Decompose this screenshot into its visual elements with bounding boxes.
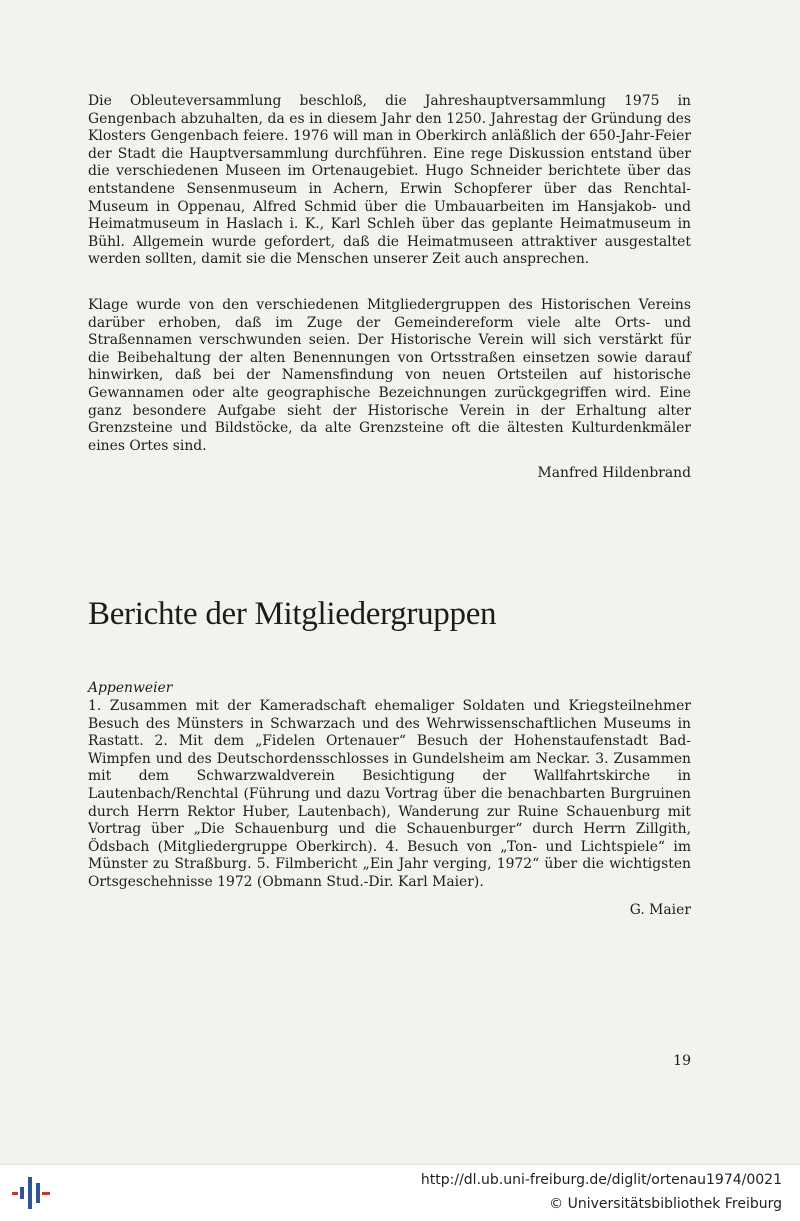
group-report-signature: G. Maier bbox=[629, 902, 691, 918]
section-heading: Berichte der Mitgliedergruppen bbox=[88, 596, 497, 632]
paragraph-text: Die Obleuteversammlung beschloß, die Jahreshauptversammlung 1975 in Gengenbach abzuhalten, da es in diesem Jahr den 1250. Jahrestag der Gründung des Klosters Gengenbach feiere. 1976 will man in Oberkirch anläßlich der 650-Jahr-Feier der Stadt die Hauptversammlung durchführen. Eine rege Diskussion entstand über die verschiedenen Museen im Ortenaugebiet. Hugo Schneider berichtete über das entstandene Sensenmuseum in Achern, Erwin Schopferer über das Renchtal-Museum in Oppenau, Alfred Schmid über die Umbauarbeiten im Hansjakob- und Heimatmuseum in Haslach i. K., Karl Schleh über das geplante Heimatmuseum in Bühl. Allgemein wurde gefordert, daß die Heimatmuseen attraktiver ausgestaltet werden sollten, damit sie die Menschen unserer Zeit auch ansprechen. bbox=[88, 93, 691, 268]
footer-copyright: © Universitätsbibliothek Freiburg bbox=[549, 1196, 782, 1212]
article-paragraph-2 bbox=[88, 297, 691, 455]
group-report-paragraph bbox=[88, 698, 691, 892]
group-name: Appenweier bbox=[88, 680, 173, 696]
footer-url-link[interactable]: http://dl.ub.uni-freiburg.de/diglit/ortenau1974/0021 bbox=[420, 1172, 782, 1188]
article-signature: Manfred Hildenbrand bbox=[537, 465, 691, 481]
paragraph-text: Klage wurde von den verschiedenen Mitgliedergruppen des Historischen Vereins darüber erhoben, daß im Zuge der Gemeindereform viele alte Orts- und Straßennamen verschwunden seien. Der Historische Verein will sich verstärkt für die Beibehaltung der alten Benennungen von Ortsstraßen einsetzen sowie darauf hinwirken, daß bei der Namensfindung von neuen Ortsteilen auf historische Gewannamen oder alte geographische Bezeichnungen zurückgegriffen wird. Eine ganz besondere Aufgabe sieht der Historische Verein in der Erhaltung alter Grenzsteine und Bildstöcke, da alte Grenzsteine oft die ältesten Kulturdenkmäler eines Ortes sind. bbox=[88, 297, 691, 454]
page-number: 19 bbox=[673, 1053, 691, 1069]
article-paragraph-1 bbox=[88, 93, 691, 269]
ub-freiburg-logo-icon bbox=[12, 1173, 52, 1213]
paragraph-text: 1. Zusammen mit der Kameradschaft ehemaliger Soldaten und Kriegsteilnehmer Besuch des Münsters in Schwarzach und des Wehrwissenschaftlichen Museums in Rastatt. 2. Mit dem „Fidelen Ortenauer“ Besuch der Hohenstaufenstadt Bad-Wimpfen und des Deutschordensschlosses in Gundelsheim am Neckar. 3. Zusammen mit dem Schwarzwaldverein Besichtigung der Wallfahrtskirche in Lautenbach/Renchtal (Führung und dazu Vortrag über die benachbarten Burgruinen durch Herrn Rektor Huber, Lautenbach), Wanderung zur Ruine Schauenburg mit Vortrag über „Die Schauenburg und die Schauenburger“ durch Herrn Zillgith, Ödsbach (Mitgliedergruppe Oberkirch). 4. Besuch von „Ton- und Lichtspiele“ im Münster zu Straßburg. 5. Filmbericht „Ein Jahr verging, 1972“ über die wichtigsten Ortsgeschehnisse 1972 (Obmann Stud.-Dir. Karl Maier). bbox=[88, 698, 691, 890]
footer-bar bbox=[0, 1164, 800, 1221]
